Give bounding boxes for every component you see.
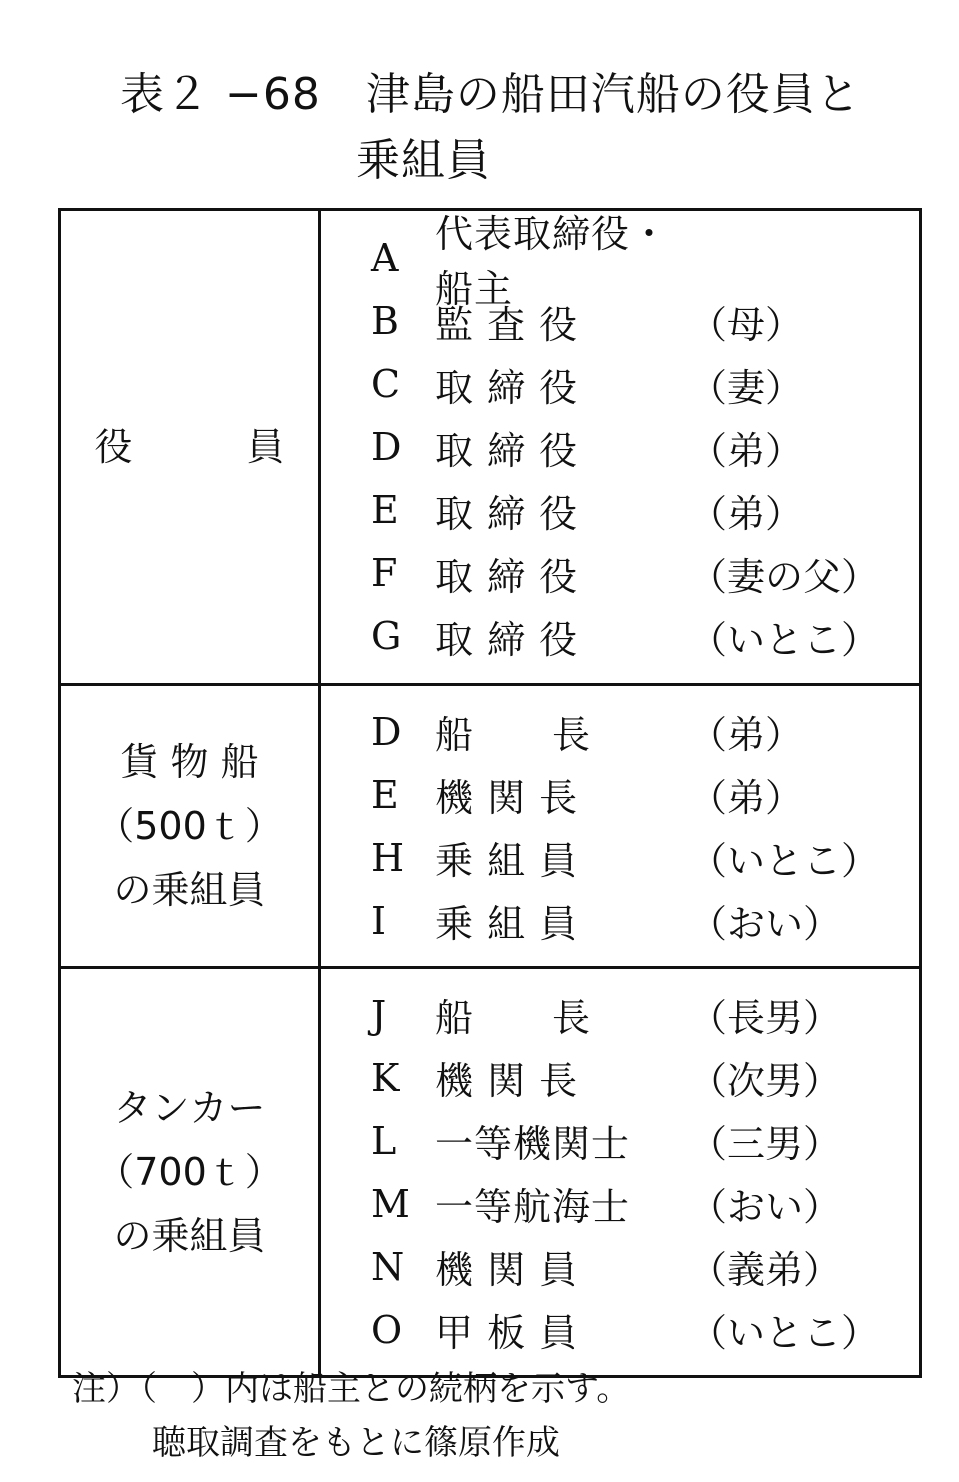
- title-line-1: 表２ −68 津島の船田汽船の役員と: [120, 69, 861, 120]
- member-row: [321, 212, 919, 311]
- member-relation: （弟）: [689, 491, 804, 536]
- member-relation: （妻の父）: [689, 554, 880, 599]
- member-id: A: [371, 236, 399, 280]
- member-relation: （三男）: [689, 1122, 842, 1166]
- group-label-line: 役 員: [94, 425, 285, 469]
- member-id: F: [371, 551, 398, 595]
- note-line-1: 注）（ ）内は船主との続柄を示す。: [72, 1369, 631, 1409]
- member-id: B: [371, 299, 399, 343]
- group-label-cell: [60, 685, 320, 968]
- member-relation: （弟）: [689, 713, 804, 757]
- member-role: 取 締 役: [435, 491, 579, 536]
- table-title: [120, 62, 920, 194]
- group-label-cell: [60, 968, 320, 1377]
- member-id: E: [371, 772, 399, 817]
- group-label-line: の乗組員: [113, 1214, 266, 1258]
- member-row: [321, 353, 919, 416]
- member-id: H: [371, 835, 405, 880]
- officers-crew-table: [58, 208, 922, 1378]
- member-relation: （おい）: [689, 902, 842, 946]
- member-row: [321, 542, 919, 605]
- group-label-line: （700ｔ）: [96, 1150, 283, 1194]
- member-id: D: [371, 709, 402, 754]
- member-id: L: [371, 1118, 397, 1163]
- member-list-cell: [320, 685, 921, 968]
- member-list-cell: [320, 210, 921, 685]
- table-body: [60, 210, 921, 1377]
- member-relation: （母）: [689, 302, 804, 347]
- member-row: [321, 605, 919, 668]
- member-id: K: [371, 1055, 400, 1100]
- member-relation: （妻）: [689, 365, 804, 410]
- group-label-line: （500ｔ）: [96, 804, 283, 848]
- member-id: D: [371, 425, 402, 469]
- group-row: [60, 685, 921, 968]
- member-role: 船 長: [435, 996, 592, 1040]
- member-role: 甲 板 員: [435, 1311, 579, 1355]
- member-role: 代表取締役・船主: [435, 212, 670, 311]
- member-role: 乗 組 員: [435, 902, 579, 946]
- member-relation: （弟）: [689, 776, 804, 820]
- group-label-line: タンカー: [113, 1086, 266, 1130]
- member-id: G: [371, 614, 402, 658]
- member-role: 取 締 役: [435, 554, 579, 599]
- note-line-2: 聴取調査をもとに篠原作成: [152, 1423, 560, 1463]
- member-relation: （次男）: [689, 1059, 842, 1103]
- member-id: J: [371, 992, 387, 1037]
- member-id: M: [371, 1181, 410, 1226]
- member-id: I: [371, 898, 387, 943]
- member-role: 船 長: [435, 713, 592, 757]
- group-label-line: の乗組員: [113, 868, 266, 912]
- member-id: N: [371, 1244, 405, 1289]
- member-role: 取 締 役: [435, 428, 579, 473]
- member-row: [321, 1298, 919, 1361]
- member-row: [321, 479, 919, 542]
- member-row: [321, 826, 919, 889]
- member-relation: （いとこ）: [689, 617, 880, 662]
- member-row: [321, 1235, 919, 1298]
- member-relation: （弟）: [689, 428, 804, 473]
- member-list-cell: [320, 968, 921, 1377]
- group-label-line: 貨 物 船: [120, 740, 259, 784]
- member-role: 監 査 役: [435, 302, 579, 347]
- member-relation: （おい）: [689, 1185, 842, 1229]
- member-role: 取 締 役: [435, 365, 579, 410]
- member-row: [321, 290, 919, 353]
- member-id: E: [371, 488, 399, 532]
- member-relation: （長男）: [689, 996, 842, 1040]
- member-row: [321, 983, 919, 1046]
- member-row: [321, 889, 919, 952]
- member-row: [321, 416, 919, 479]
- table-note: [72, 1362, 630, 1470]
- member-row: [321, 763, 919, 826]
- group-row: [60, 968, 921, 1377]
- group-row: [60, 210, 921, 685]
- member-role: 一等航海士: [435, 1185, 631, 1229]
- member-relation: （いとこ）: [689, 1311, 880, 1355]
- group-label-cell: [60, 210, 320, 685]
- member-id: C: [371, 362, 401, 406]
- member-relation: （義弟）: [689, 1248, 842, 1292]
- member-row: [321, 1109, 919, 1172]
- member-row: [321, 1046, 919, 1109]
- member-row: [321, 1172, 919, 1235]
- member-role: 乗 組 員: [435, 839, 579, 883]
- member-id: O: [371, 1307, 403, 1352]
- title-line-2: 乗組員: [356, 135, 491, 186]
- member-role: 一等機関士: [435, 1122, 631, 1166]
- member-row: [321, 700, 919, 763]
- member-role: 機 関 長: [435, 776, 579, 820]
- member-role: 機 関 員: [435, 1248, 579, 1292]
- member-role: 機 関 長: [435, 1059, 579, 1103]
- member-relation: （いとこ）: [689, 839, 880, 883]
- member-role: 取 締 役: [435, 617, 579, 662]
